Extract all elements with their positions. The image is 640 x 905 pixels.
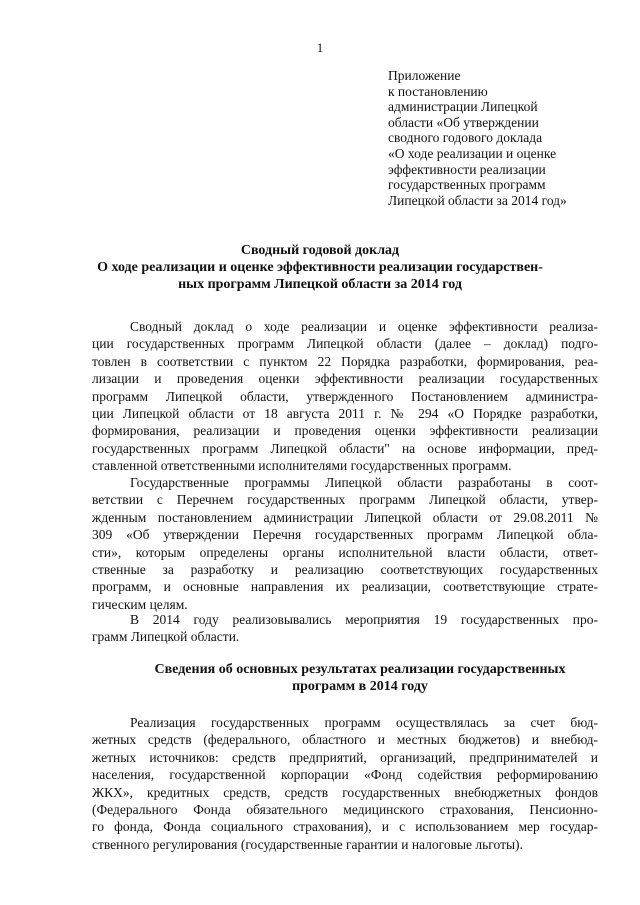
appendix-line: администрации Липецкой [388,99,538,115]
text-line: ЖКХ», кредитных средств, средств государственных внебюджетных фондов [92,784,598,800]
appendix-line: области «Об утверждении [388,114,539,130]
text-line: ственного регулирования (государственные гарантии и налоговые льготы). [92,836,523,852]
text-line: 309 «Об утверждении Перечня государственных программ Липецкой обла- [92,527,598,543]
text-line: грамм Липецкой области. [92,629,240,645]
appendix-line: к постановлению [388,83,488,99]
text-line: программ, и основные направления их реализации, соответствующие страте- [92,579,598,595]
document-title [95,242,545,293]
paragraph-funding-sources [92,714,598,853]
text-line: (Федерального Фонда обязательного медицинского страхования, Пенсионно- [92,802,598,818]
text-line: жетных источников: средств предприятий, организаций, предпринимателей и [92,749,598,765]
appendix-line: сводного годового доклада [388,130,543,146]
paragraph-programs-count [92,611,598,646]
appendix-line: государственных программ [388,177,546,193]
text-line: Сводный доклад о ходе реализации и оценке эффективности реализа- [130,319,598,334]
text-line: Государственные программы Липецкой области разработаны в соот- [130,475,598,490]
text-line: формирования, реализации и проведения оценки эффективности реализации [92,423,598,439]
text-line: ставленной ответственными исполнителями государственных программ. [92,458,512,474]
appendix-line: «О ходе реализации и оценке [388,145,557,161]
paragraph-report-basis [92,318,598,475]
text-line: лизации и проведения оценки эффективности реализации государственных [92,371,598,387]
text-line: гическим целям. [92,596,188,612]
heading-line: программ в 2014 году [292,679,428,694]
heading-line: Сведения об основных результатах реализации государственных [154,662,566,677]
text-line: ции государственных программ Липецкой области (далее – доклад) подго- [92,336,598,352]
text-line: жденным постановлением администрации Липецкой области от 29.08.2011 № [92,509,598,525]
appendix-block [388,68,618,208]
text-line: ции Липецкой области от 18 августа 2011 г. № 294 «О Порядке разработки, [92,406,598,422]
text-line: Реализация государственных программ осуществлялась за счет бюд- [130,715,598,730]
text-line: ветствии с Перечнем государственных программ Липецкой области, утвер- [92,492,598,508]
appendix-line: Липецкой области за 2014 год» [388,192,567,208]
text-line: жетных средств (федерального, областного и местных бюджетов) и внебюд- [92,732,598,748]
text-line: программ Липецкой области, утвержденного Постановлением администра- [92,388,598,404]
text-line: ственные за разработку и реализацию соответствующих государственных [92,562,598,578]
page-number: 1 [316,40,324,55]
text-line: сти», которым определены органы исполнительной власти области, ответ- [92,544,598,560]
text-line: товлен в соответствии с пунктом 22 Порядка разработки, формирования, реа- [92,353,598,369]
title-line: О ходе реализации и оценке эффективности реализации государствен- [97,260,543,275]
text-line: населения, государственной корпорации «Фонд содействия реформированию [92,767,598,783]
appendix-line: Приложение [388,68,461,83]
text-line: го фонда, Фонда социального страхования), и с использованием мер государ- [92,819,598,835]
title-line: ных программ Липецкой области за 2014 год [178,277,462,292]
text-line: государственных программ Липецкой области" на основе информации, пред- [92,440,598,456]
appendix-line: эффективности реализации [388,161,546,177]
section-heading [120,661,600,695]
paragraph-programs-list [92,474,598,613]
title-line: Сводный годовой доклад [240,243,400,258]
text-line: В 2014 году реализовывались мероприятия 19 государственных про- [130,612,598,627]
